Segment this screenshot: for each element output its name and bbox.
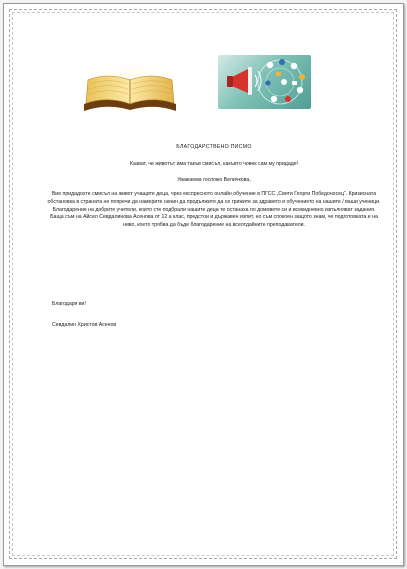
letter-signature: Севдалин Христов Асенов <box>52 322 117 328</box>
page-border-inner <box>12 12 394 556</box>
letter-title: БЛАГОДАРСТВЕНО ПИСМО <box>176 144 252 150</box>
letter-body: Вие придадохте смисъл на живот учащите деца, чрез експресното онлайн обучение в ПГСС „Свети Георги Победоносец“. Кризисната обстановка в страната не попречи да намерите начин да продължите да се грижите за здравето и обучението на нашите / ваши ученици. Благодарение на добрите учители, които сте подбрали нашите деца те останаха по домовете си и всекидневно изпълняват задания. Баща съм на Айсел Севдалинова Асенова от 12 а клас, предстои и държавен изпит, но съм спокоен защото знам, че подготовката е на ниво, което трябва да бъде благодарение на всеотдайните преподаватели. <box>47 191 381 228</box>
page-border <box>9 9 397 559</box>
letter-content <box>46 144 382 230</box>
letter-salutation: Уважаема госпожо Величкова, <box>177 177 251 184</box>
book-image <box>76 56 184 118</box>
document-page <box>3 3 404 566</box>
letter-quote: Казват, че животът има такъв смисъл, какъвто човек сам му придаде! <box>129 160 299 167</box>
letter-closing: Благодаря ви! <box>52 301 86 307</box>
megaphone-image <box>218 55 311 109</box>
